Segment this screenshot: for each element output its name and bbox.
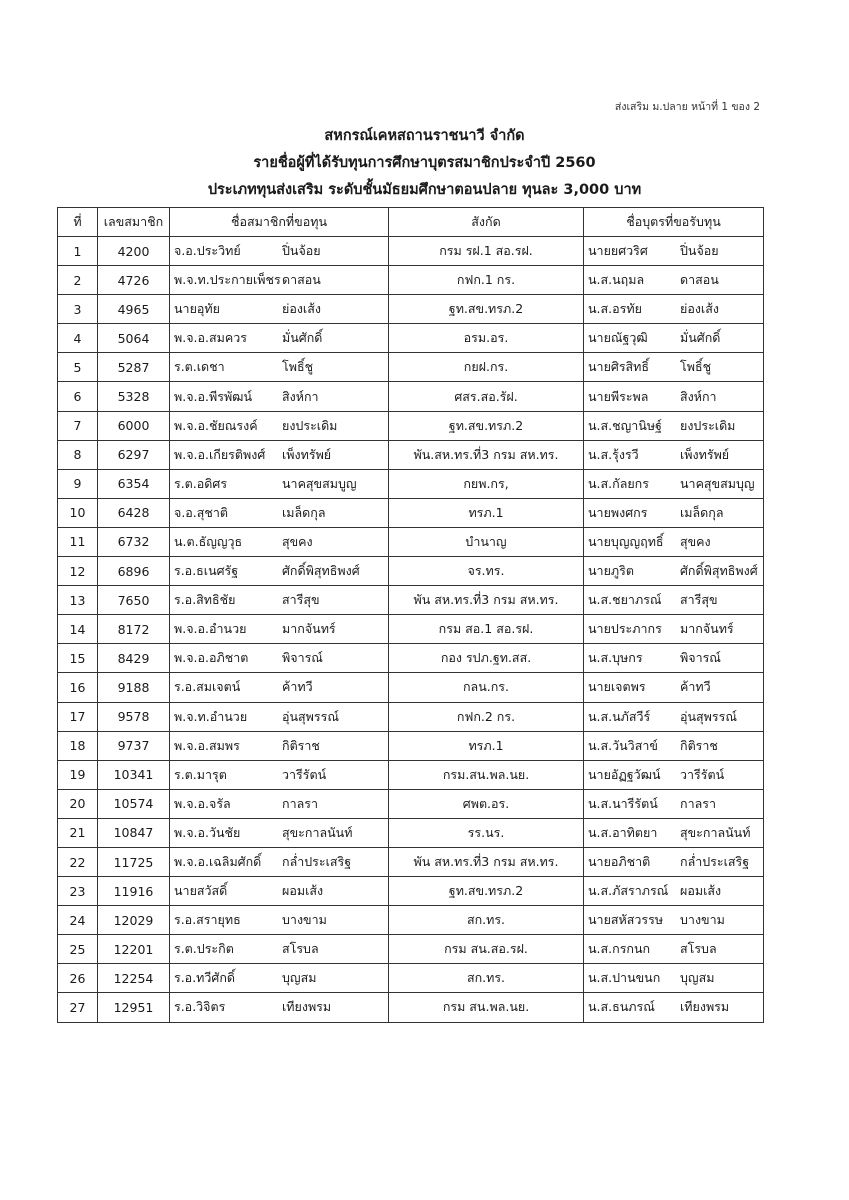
child-first-name: น.ส.อาทิตยา xyxy=(588,824,658,840)
member-first-name: นายอุทัย xyxy=(174,301,220,317)
child-name-cell xyxy=(584,818,764,847)
row-number: 26 xyxy=(58,964,98,993)
member-id: 4200 xyxy=(98,237,170,266)
member-id: 12254 xyxy=(98,964,170,993)
member-id: 6297 xyxy=(98,440,170,469)
member-id: 6428 xyxy=(98,498,170,527)
affiliation: ฐท.สข.ทรภ.2 xyxy=(389,295,584,324)
child-name-cell xyxy=(584,964,764,993)
child-first-name: นายเจตพร xyxy=(588,679,646,695)
organization-title: สหกรณ์เคหสถานราชนาวี จำกัด xyxy=(324,128,525,144)
member-last-name: เพ็งทรัพย์ xyxy=(282,446,332,462)
child-last-name: กิติราช xyxy=(680,737,718,753)
member-name-cell xyxy=(170,237,389,266)
member-last-name: เทียงพรม xyxy=(282,999,332,1015)
child-first-name: นายศิรสิทธิ์ xyxy=(588,359,650,375)
affiliation: กฟก.2 กร. xyxy=(389,702,584,731)
affiliation: กรม.สน.พล.นย. xyxy=(389,760,584,789)
member-name-cell xyxy=(170,644,389,673)
row-number: 20 xyxy=(58,789,98,818)
member-id: 10847 xyxy=(98,818,170,847)
child-name-cell xyxy=(584,731,764,760)
affiliation: กรม รฝ.1 สอ.รฝ. xyxy=(389,237,584,266)
member-name-cell xyxy=(170,818,389,847)
table-row xyxy=(58,324,764,353)
child-name-cell xyxy=(584,586,764,615)
row-number: 27 xyxy=(58,993,98,1022)
child-last-name: ดาสอน xyxy=(680,272,719,288)
child-first-name: น.ส.บุษกร xyxy=(588,650,643,666)
child-first-name: น.ส.ภัสราภรณ์ xyxy=(588,883,669,899)
child-first-name: นายณัฐวุฒิ xyxy=(588,330,648,346)
member-last-name: สุขะกาลนันท์ xyxy=(282,824,353,840)
member-last-name: ผอมเส้ง xyxy=(282,883,324,899)
child-name-cell xyxy=(584,702,764,731)
child-name-cell xyxy=(584,847,764,876)
child-last-name: พิจารณ์ xyxy=(680,650,721,666)
member-id: 8429 xyxy=(98,644,170,673)
child-first-name: น.ส.รุ้งรวี xyxy=(588,446,639,462)
affiliation: สก.ทร. xyxy=(389,964,584,993)
member-first-name: พ.จ.อ.อำนวย xyxy=(174,621,247,637)
member-first-name: พ.จ.อ.พีรพัฒน์ xyxy=(174,388,253,404)
member-name-cell xyxy=(170,498,389,527)
member-last-name: บางขาม xyxy=(282,912,327,928)
member-last-name: ยงประเดิม xyxy=(282,417,338,433)
child-name-cell xyxy=(584,469,764,498)
affiliation: กฟก.1 กร. xyxy=(389,266,584,295)
member-last-name: นาคสุขสมบูญ xyxy=(282,475,357,491)
member-first-name: ร.อ.สิทธิชัย xyxy=(174,592,236,608)
table-row xyxy=(58,266,764,295)
child-first-name: นายสหัสวรรษ xyxy=(588,912,664,928)
member-id: 9188 xyxy=(98,673,170,702)
child-last-name: นาคสุขสมบุญ xyxy=(680,475,755,491)
affiliation: พัน.สห.ทร.ที่3 กรม สห.ทร. xyxy=(389,440,584,469)
member-first-name: ร.อ.วิจิตร xyxy=(174,999,226,1015)
row-number: 14 xyxy=(58,615,98,644)
child-name-cell xyxy=(584,382,764,411)
member-id: 12201 xyxy=(98,935,170,964)
table-row xyxy=(58,673,764,702)
member-name-cell xyxy=(170,440,389,469)
scholarship-recipients-table xyxy=(57,207,764,1023)
child-last-name: ผอมเส้ง xyxy=(680,883,722,899)
child-last-name: ค้าทวี xyxy=(680,679,711,695)
row-number: 22 xyxy=(58,847,98,876)
table-row xyxy=(58,498,764,527)
member-id: 6354 xyxy=(98,469,170,498)
table-row xyxy=(58,469,764,498)
table-row xyxy=(58,644,764,673)
table-row xyxy=(58,935,764,964)
member-id: 8172 xyxy=(98,615,170,644)
affiliation: ฐท.สข.ทรภ.2 xyxy=(389,411,584,440)
header-member-id: เลขสมาชิก xyxy=(98,208,170,237)
child-last-name: กล่ำประเสริฐ xyxy=(680,854,750,870)
child-name-cell xyxy=(584,789,764,818)
table-row xyxy=(58,586,764,615)
row-number: 6 xyxy=(58,382,98,411)
child-name-cell xyxy=(584,935,764,964)
member-last-name: โพธิ์ชู xyxy=(282,359,314,375)
member-first-name: พ.จ.ท.อำนวย xyxy=(174,708,248,724)
member-first-name: ร.ต.มารุต xyxy=(174,766,227,782)
row-number: 19 xyxy=(58,760,98,789)
child-last-name: วารีรัตน์ xyxy=(680,766,725,782)
table-header-row xyxy=(58,208,764,237)
child-last-name: สุขคง xyxy=(680,533,711,549)
member-first-name: จ.อ.สุชาติ xyxy=(174,504,229,520)
row-number: 7 xyxy=(58,411,98,440)
member-name-cell xyxy=(170,673,389,702)
table-row xyxy=(58,877,764,906)
child-last-name: สโรบล xyxy=(680,941,717,957)
table-row xyxy=(58,353,764,382)
member-name-cell xyxy=(170,935,389,964)
table-row xyxy=(58,847,764,876)
child-last-name: โพธิ์ชู xyxy=(680,359,712,375)
child-last-name: ย่องเส้ง xyxy=(680,301,719,317)
child-last-name: เทียงพรม xyxy=(680,999,730,1015)
child-first-name: นายยศวริศ xyxy=(588,243,648,259)
member-id: 6000 xyxy=(98,411,170,440)
row-number: 16 xyxy=(58,673,98,702)
child-name-cell xyxy=(584,237,764,266)
header-no: ที่ xyxy=(58,208,98,237)
affiliation: กยฝ.กร. xyxy=(389,353,584,382)
child-name-cell xyxy=(584,353,764,382)
member-name-cell xyxy=(170,586,389,615)
affiliation: พัน สห.ทร.ที่3 กรม สห.ทร. xyxy=(389,847,584,876)
affiliation: ทรภ.1 xyxy=(389,731,584,760)
child-name-cell xyxy=(584,324,764,353)
member-id: 4965 xyxy=(98,295,170,324)
member-first-name: พ.จ.อ.จรัล xyxy=(174,795,231,811)
child-last-name: เมล็ดกุล xyxy=(680,504,724,520)
member-name-cell xyxy=(170,295,389,324)
child-first-name: นายภูริต xyxy=(588,563,634,579)
child-name-cell xyxy=(584,993,764,1022)
affiliation: ศสร.สอ.รัฝ. xyxy=(389,382,584,411)
row-number: 2 xyxy=(58,266,98,295)
child-name-cell xyxy=(584,877,764,906)
affiliation: สก.ทร. xyxy=(389,906,584,935)
row-number: 10 xyxy=(58,498,98,527)
row-number: 9 xyxy=(58,469,98,498)
child-first-name: น.ส.กรกนก xyxy=(588,941,651,957)
child-first-name: นายบุญญฤทธิ์ xyxy=(588,533,664,549)
member-last-name: อุ่นสุพรรณ์ xyxy=(282,708,339,724)
affiliation: พัน สห.ทร.ที่3 กรม สห.ทร. xyxy=(389,586,584,615)
table-row xyxy=(58,382,764,411)
member-last-name: สารีสุข xyxy=(282,592,320,608)
member-last-name: สิงห์กา xyxy=(282,388,319,404)
member-last-name: เมล็ดกุล xyxy=(282,504,326,520)
affiliation: กอง รปภ.ฐท.สส. xyxy=(389,644,584,673)
member-name-cell xyxy=(170,266,389,295)
row-number: 3 xyxy=(58,295,98,324)
member-first-name: พ.จ.อ.สมควร xyxy=(174,330,247,346)
child-name-cell xyxy=(584,266,764,295)
child-first-name: น.ส.วันวิสาข์ xyxy=(588,737,658,753)
affiliation: กลน.กร. xyxy=(389,673,584,702)
table-row xyxy=(58,906,764,935)
member-id: 11725 xyxy=(98,847,170,876)
member-last-name: สุขคง xyxy=(282,533,313,549)
affiliation: ฐท.สข.ทรภ.2 xyxy=(389,877,584,906)
table-row xyxy=(58,789,764,818)
child-last-name: ปิ่นจ้อย xyxy=(680,243,719,259)
member-first-name: ร.อ.สมเจตน์ xyxy=(174,679,241,695)
member-first-name: พ.จ.อ.เฉลิมศักดิ์ xyxy=(174,854,262,870)
affiliation: จร.ทร. xyxy=(389,557,584,586)
child-first-name: นายอัฏฐวัฒน์ xyxy=(588,766,661,782)
member-id: 12029 xyxy=(98,906,170,935)
member-name-cell xyxy=(170,760,389,789)
row-number: 21 xyxy=(58,818,98,847)
header-child-name: ชื่อบุตรที่ขอรับทุน xyxy=(584,208,764,237)
member-last-name: พิจารณ์ xyxy=(282,650,323,666)
child-last-name: กาลรา xyxy=(680,795,716,811)
child-first-name: น.ส.ปานขนก xyxy=(588,970,661,986)
row-number: 13 xyxy=(58,586,98,615)
member-id: 9578 xyxy=(98,702,170,731)
affiliation: บำนาญ xyxy=(389,527,584,556)
child-name-cell xyxy=(584,644,764,673)
affiliation: กรม สน.พล.นย. xyxy=(389,993,584,1022)
member-last-name: วารีรัตน์ xyxy=(282,766,327,782)
child-first-name: นายพีระพล xyxy=(588,388,649,404)
table-row xyxy=(58,557,764,586)
member-id: 10574 xyxy=(98,789,170,818)
member-name-cell xyxy=(170,789,389,818)
row-number: 17 xyxy=(58,702,98,731)
member-last-name: ปิ่นจ้อย xyxy=(282,243,321,259)
member-first-name: พ.จ.อ.ชัยณรงค์ xyxy=(174,417,258,433)
member-name-cell xyxy=(170,615,389,644)
member-id: 11916 xyxy=(98,877,170,906)
table-row xyxy=(58,615,764,644)
row-number: 11 xyxy=(58,527,98,556)
member-name-cell xyxy=(170,411,389,440)
row-number: 5 xyxy=(58,353,98,382)
child-last-name: บางขาม xyxy=(680,912,725,928)
member-id: 9737 xyxy=(98,731,170,760)
child-last-name: ยงประเดิม xyxy=(680,417,736,433)
member-id: 5287 xyxy=(98,353,170,382)
member-name-cell xyxy=(170,906,389,935)
member-id: 10341 xyxy=(98,760,170,789)
scholarship-type-title: ประเภททุนส่งเสริม ระดับชั้นมัธยมศึกษาตอนปลาย ทุนละ 3,000 บาท xyxy=(207,182,642,198)
member-first-name: พ.จ.ท.ประกายเพ็ชร xyxy=(174,272,281,288)
member-name-cell xyxy=(170,469,389,498)
child-name-cell xyxy=(584,615,764,644)
member-first-name: ร.อ.ทวีศักดิ์ xyxy=(174,970,236,986)
member-last-name: กิติราช xyxy=(282,737,320,753)
row-number: 12 xyxy=(58,557,98,586)
row-number: 1 xyxy=(58,237,98,266)
member-first-name: พ.จ.อ.เกียรติพงศ์ xyxy=(174,446,266,462)
child-first-name: น.ส.กัลยกร xyxy=(588,475,649,491)
row-number: 24 xyxy=(58,906,98,935)
child-name-cell xyxy=(584,906,764,935)
member-first-name: ร.อ.ธเนศรัฐ xyxy=(174,563,239,579)
member-first-name: ร.ต.ประกิต xyxy=(174,941,234,957)
child-first-name: น.ส.นภัสวีร์ xyxy=(588,708,651,724)
member-first-name: นายสวัสดิ์ xyxy=(174,883,228,899)
table-row xyxy=(58,964,764,993)
member-first-name: น.ต.ธัญญวุธ xyxy=(174,533,243,549)
member-name-cell xyxy=(170,527,389,556)
row-number: 4 xyxy=(58,324,98,353)
child-last-name: อุ่นสุพรรณ์ xyxy=(680,708,737,724)
member-last-name: กาลรา xyxy=(282,795,318,811)
affiliation: กรม สน.สอ.รฝ. xyxy=(389,935,584,964)
member-last-name: ศักดิ์พิสุทธิพงศ์ xyxy=(282,563,360,579)
child-first-name: น.ส.นารีรัตน์ xyxy=(588,795,658,811)
member-last-name: มั่นศักดิ์ xyxy=(282,330,323,346)
document-title-block xyxy=(0,123,849,204)
child-first-name: นายประภากร xyxy=(588,621,662,637)
member-id: 12951 xyxy=(98,993,170,1022)
member-name-cell xyxy=(170,353,389,382)
child-first-name: น.ส.ชยาภรณ์ xyxy=(588,592,662,608)
member-last-name: ย่องเส้ง xyxy=(282,301,321,317)
member-last-name: ดาสอน xyxy=(282,272,321,288)
child-name-cell xyxy=(584,760,764,789)
child-name-cell xyxy=(584,557,764,586)
member-first-name: พ.จ.อ.วันชัย xyxy=(174,824,241,840)
child-name-cell xyxy=(584,673,764,702)
member-name-cell xyxy=(170,993,389,1022)
member-name-cell xyxy=(170,557,389,586)
member-id: 5064 xyxy=(98,324,170,353)
member-last-name: สโรบล xyxy=(282,941,319,957)
child-first-name: น.ส.ชญานิษฐ์ xyxy=(588,417,662,433)
member-name-cell xyxy=(170,847,389,876)
table-row xyxy=(58,993,764,1022)
affiliation: กยพ.กร, xyxy=(389,469,584,498)
header-affiliation: สังกัด xyxy=(389,208,584,237)
child-first-name: น.ส.อรทัย xyxy=(588,301,642,317)
child-first-name: นายอภิชาติ xyxy=(588,854,651,870)
table-row xyxy=(58,760,764,789)
table-row xyxy=(58,527,764,556)
child-name-cell xyxy=(584,295,764,324)
member-name-cell xyxy=(170,731,389,760)
member-first-name: ร.อ.สรายุทธ xyxy=(174,912,241,928)
child-name-cell xyxy=(584,498,764,527)
affiliation: กรม สอ.1 สอ.รฝ. xyxy=(389,615,584,644)
member-name-cell xyxy=(170,382,389,411)
child-last-name: สิงห์กา xyxy=(680,388,717,404)
page-number-note: ส่งเสริม ม.ปลาย หน้าที่ 1 ของ 2 xyxy=(614,101,760,113)
header-member-name: ชื่อสมาชิกที่ขอทุน xyxy=(170,208,389,237)
child-last-name: มากจันทร์ xyxy=(680,621,734,637)
child-last-name: บุญสม xyxy=(680,970,715,986)
table-row xyxy=(58,237,764,266)
row-number: 8 xyxy=(58,440,98,469)
child-name-cell xyxy=(584,440,764,469)
child-first-name: น.ส.นฤมล xyxy=(588,272,645,288)
member-id: 5328 xyxy=(98,382,170,411)
member-last-name: มากจันทร์ xyxy=(282,621,336,637)
child-name-cell xyxy=(584,527,764,556)
member-first-name: จ.อ.ประวิทย์ xyxy=(174,243,241,259)
member-first-name: ร.ต.เดชา xyxy=(174,359,225,375)
child-last-name: เพ็งทรัพย์ xyxy=(680,446,730,462)
member-name-cell xyxy=(170,877,389,906)
member-last-name: บุญสม xyxy=(282,970,317,986)
table-row xyxy=(58,702,764,731)
member-first-name: พ.จ.อ.อภิชาต xyxy=(174,650,249,666)
child-last-name: สุขะกาลนันท์ xyxy=(680,824,751,840)
member-name-cell xyxy=(170,964,389,993)
table-row xyxy=(58,818,764,847)
table-row xyxy=(58,295,764,324)
table-row xyxy=(58,731,764,760)
member-last-name: กล่ำประเสริฐ xyxy=(282,854,352,870)
member-id: 6732 xyxy=(98,527,170,556)
member-id: 7650 xyxy=(98,586,170,615)
row-number: 18 xyxy=(58,731,98,760)
list-title: รายชื่อผู้ที่ได้รับทุนการศึกษาบุตรสมาชิกประจำปี 2560 xyxy=(253,155,596,171)
row-number: 15 xyxy=(58,644,98,673)
child-name-cell xyxy=(584,411,764,440)
row-number: 23 xyxy=(58,877,98,906)
affiliation: ศพต.อร. xyxy=(389,789,584,818)
member-id: 4726 xyxy=(98,266,170,295)
child-last-name: มั่นศักดิ์ xyxy=(680,330,721,346)
member-id: 6896 xyxy=(98,557,170,586)
affiliation: อรม.อร. xyxy=(389,324,584,353)
member-first-name: พ.จ.อ.สมพร xyxy=(174,737,240,753)
table-row xyxy=(58,440,764,469)
member-first-name: ร.ต.อดิศร xyxy=(174,475,228,491)
member-last-name: ค้าทวี xyxy=(282,679,313,695)
member-name-cell xyxy=(170,702,389,731)
row-number: 25 xyxy=(58,935,98,964)
child-first-name: นายพงศกร xyxy=(588,504,648,520)
member-name-cell xyxy=(170,324,389,353)
affiliation: รร.นร. xyxy=(389,818,584,847)
child-last-name: ศักดิ์พิสุทธิพงศ์ xyxy=(680,563,758,579)
child-last-name: สารีสุข xyxy=(680,592,718,608)
affiliation: ทรภ.1 xyxy=(389,498,584,527)
table-row xyxy=(58,411,764,440)
child-first-name: น.ส.ธนภรณ์ xyxy=(588,999,655,1015)
